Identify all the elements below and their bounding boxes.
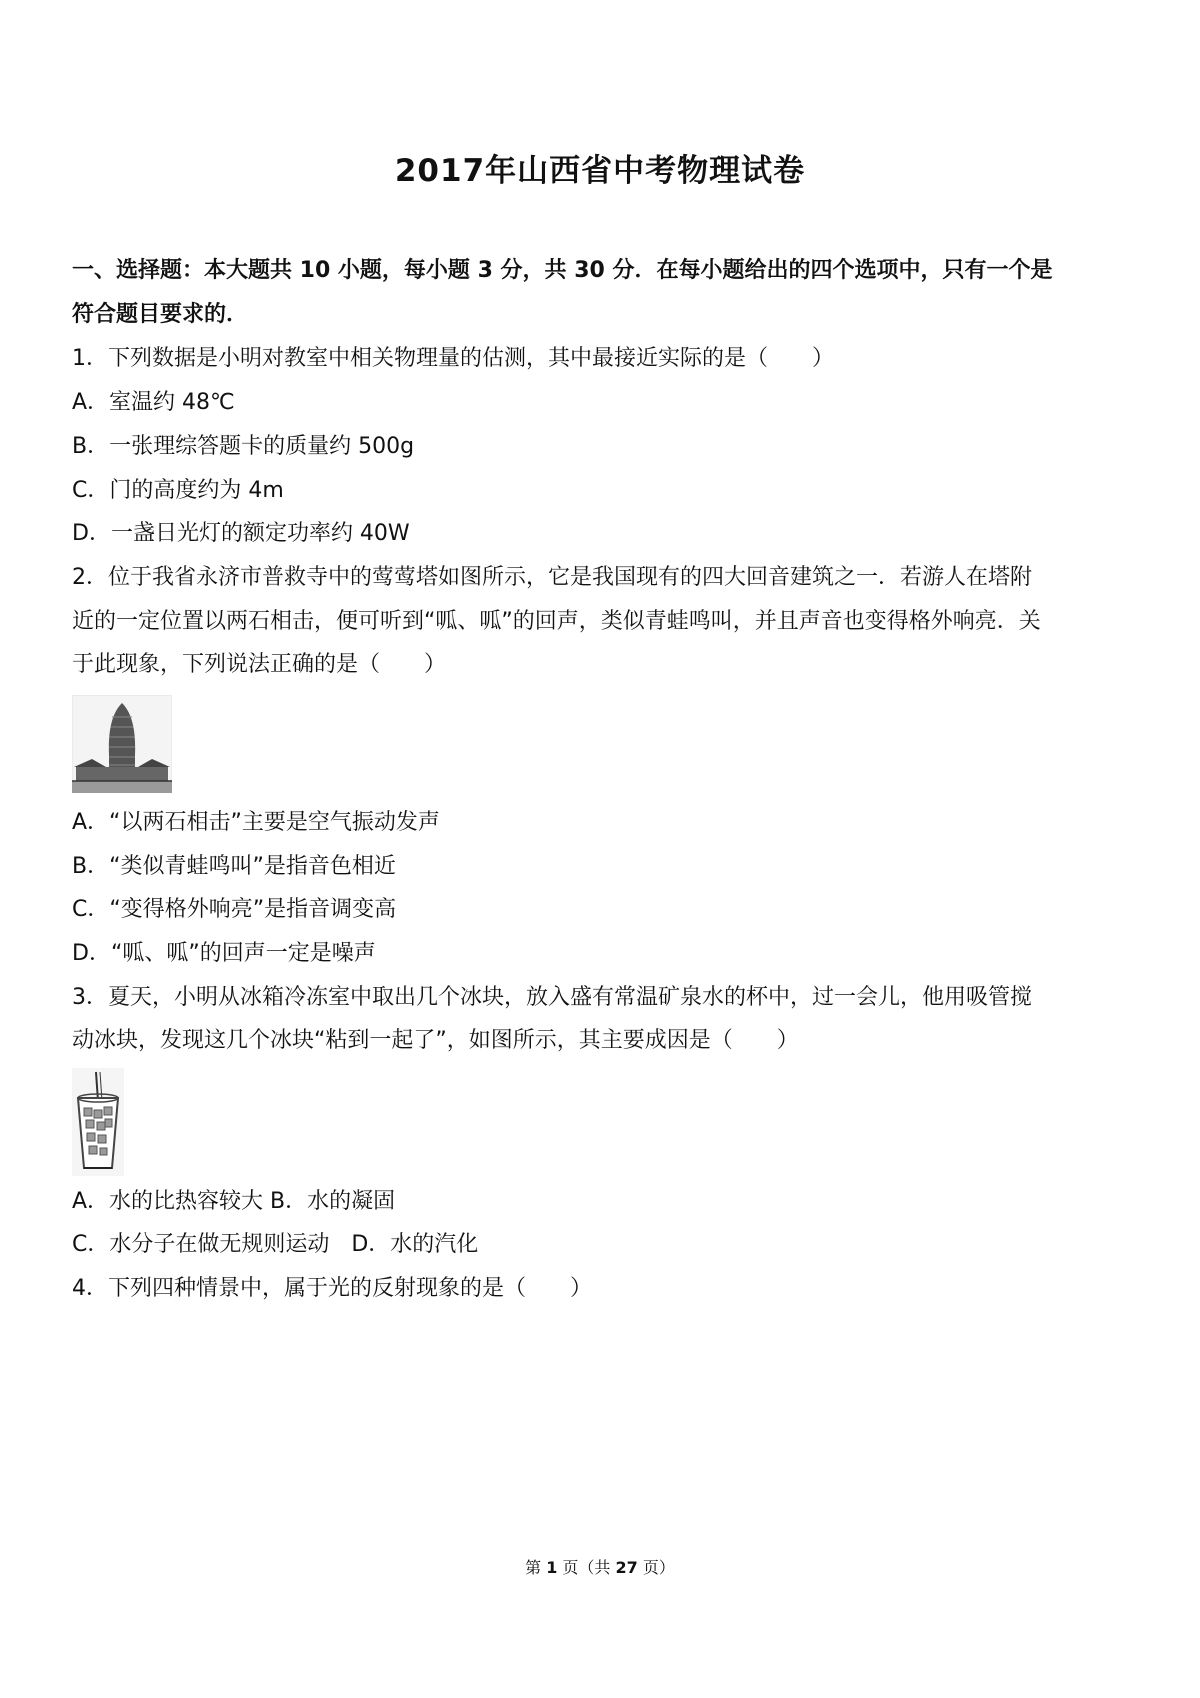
question-3-option-cd: C．水分子在做无规则运动 D．水的汽化	[72, 1232, 479, 1257]
footer-prefix: 第	[525, 1558, 547, 1577]
footer-middle: 页（共	[557, 1558, 616, 1577]
page-footer	[0, 1555, 1200, 1578]
question-1-option-d: D．一盏日光灯的额定功率约 40W	[72, 521, 410, 546]
question-1-stem: 1．下列数据是小明对教室中相关物理量的估测，其中最接近实际的是（ ）	[72, 346, 834, 371]
question-4-stem: 4．下列四种情景中，属于光的反射现象的是（ ）	[72, 1276, 592, 1301]
footer-page-number: 1	[546, 1558, 558, 1577]
question-2-option-a: A．“以两石相击”主要是空气振动发声	[72, 810, 440, 835]
question-2-stem-line-2: 近的一定位置以两石相击，便可听到“呱、呱”的回声，类似青蛙鸣叫，并且声音也变得格外响亮．关	[72, 609, 1041, 634]
question-2-option-c: C．“变得格外响亮”是指音调变高	[72, 897, 397, 922]
question-2-option-b: B．“类似青蛙鸣叫”是指音色相近	[72, 854, 396, 879]
footer-total-pages: 27	[615, 1558, 638, 1577]
page-title: 2017年山西省中考物理试卷	[394, 153, 806, 189]
question-2-option-d: D．“呱、呱”的回声一定是噪声	[72, 941, 376, 966]
question-2-stem-line-3: 于此现象，下列说法正确的是（ ）	[72, 652, 447, 677]
question-3-stem-line-2: 动冰块，发现这几个冰块“粘到一起了”，如图所示，其主要成因是（ ）	[72, 1028, 799, 1053]
question-1-option-b: B．一张理综答题卡的质量约 500g	[72, 434, 415, 459]
question-1-option-a: A．室温约 48℃	[72, 390, 235, 415]
pagoda-figure-icon	[72, 695, 172, 793]
section-heading-line-2: 符合题目要求的．	[72, 302, 249, 327]
question-3-option-ab: A．水的比热容较大 B．水的凝固	[72, 1189, 396, 1214]
question-1-option-c: C．门的高度约为 4m	[72, 478, 284, 503]
footer-suffix: 页）	[637, 1558, 675, 1577]
ice-cup-figure-icon	[72, 1068, 124, 1176]
question-2-stem-line-1: 2．位于我省永济市普救寺中的莺莺塔如图所示，它是我国现有的四大回音建筑之一．若游人在塔附	[72, 565, 1033, 590]
section-heading-line-1: 一、选择题：本大题共 10 小题，每小题 3 分，共 30 分．在每小题给出的四个选项中，只有一个是	[72, 258, 1053, 283]
question-3-stem-line-1: 3．夏天，小明从冰箱冷冻室中取出几个冰块，放入盛有常温矿泉水的杯中，过一会儿，他用吸管搅	[72, 985, 1033, 1010]
